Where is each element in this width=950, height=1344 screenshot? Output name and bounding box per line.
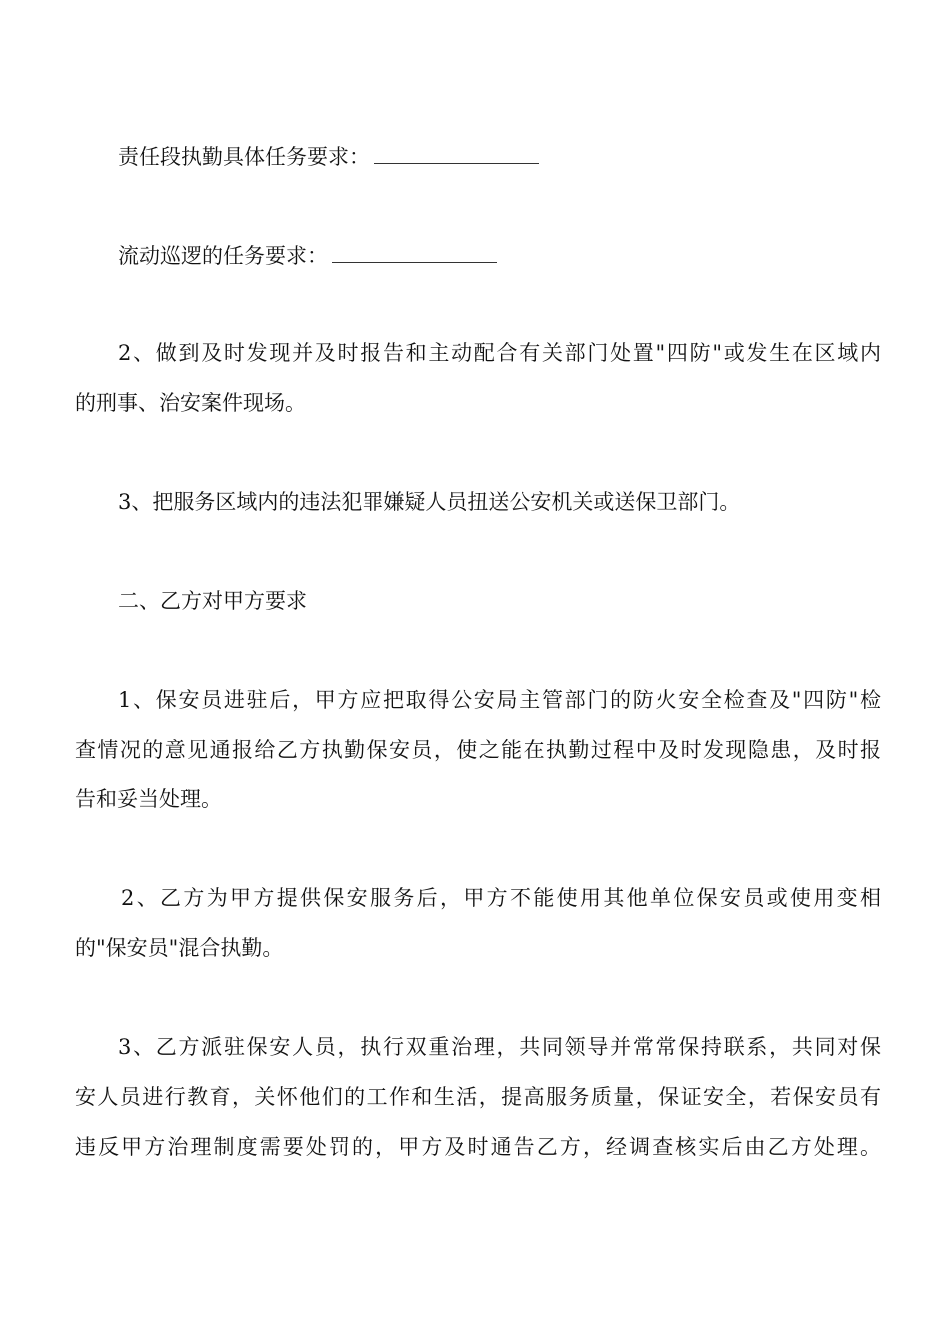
s2-item3-line2: 安人员进行教育，关怀他们的工作和生活，提高服务质量，保证安全，若保安员有 [75, 1085, 881, 1109]
item3: 3、把服务区域内的违法犯罪嫌疑人员扭送公安机关或送保卫部门。 [118, 490, 741, 514]
duty-requirement-blank [374, 142, 539, 164]
s2-item2-line2: 的"保安员"混合执勤。 [75, 936, 284, 960]
s2-item1-line2: 查情况的意见通报给乙方执勤保安员，使之能在执勤过程中及时发现隐患，及时报 [75, 738, 881, 762]
section2-heading: 二、乙方对甲方要求 [118, 589, 307, 613]
s2-item3-line1: 3、乙方派驻保安人员，执行双重治理，共同领导并常常保持联系，共同对保 [118, 1035, 881, 1059]
duty-requirement-label: 责任段执勤具体任务要求： [118, 145, 370, 169]
patrol-requirement-blank [332, 241, 497, 263]
s2-item3-line3: 违反甲方治理制度需要处罚的，甲方及时通告乙方，经调查核实后由乙方处理。 [75, 1135, 881, 1159]
duty-requirement-line [118, 142, 881, 171]
s2-item1-line1: 1、保安员进驻后，甲方应把取得公安局主管部门的防火安全检查及"四防"检 [118, 688, 881, 712]
patrol-requirement-label: 流动巡逻的任务要求： [118, 244, 328, 268]
item2-line2: 的刑事、治安案件现场。 [75, 391, 306, 415]
s2-item1-line3: 告和妥当处理。 [75, 787, 222, 811]
s2-item2-line1: 2、乙方为甲方提供保安服务后，甲方不能使用其他单位保安员或使用变相 [121, 886, 881, 910]
item2-line1: 2、做到及时发现并及时报告和主动配合有关部门处置"四防"或发生在区域内 [118, 341, 881, 365]
patrol-requirement-line [118, 241, 881, 270]
